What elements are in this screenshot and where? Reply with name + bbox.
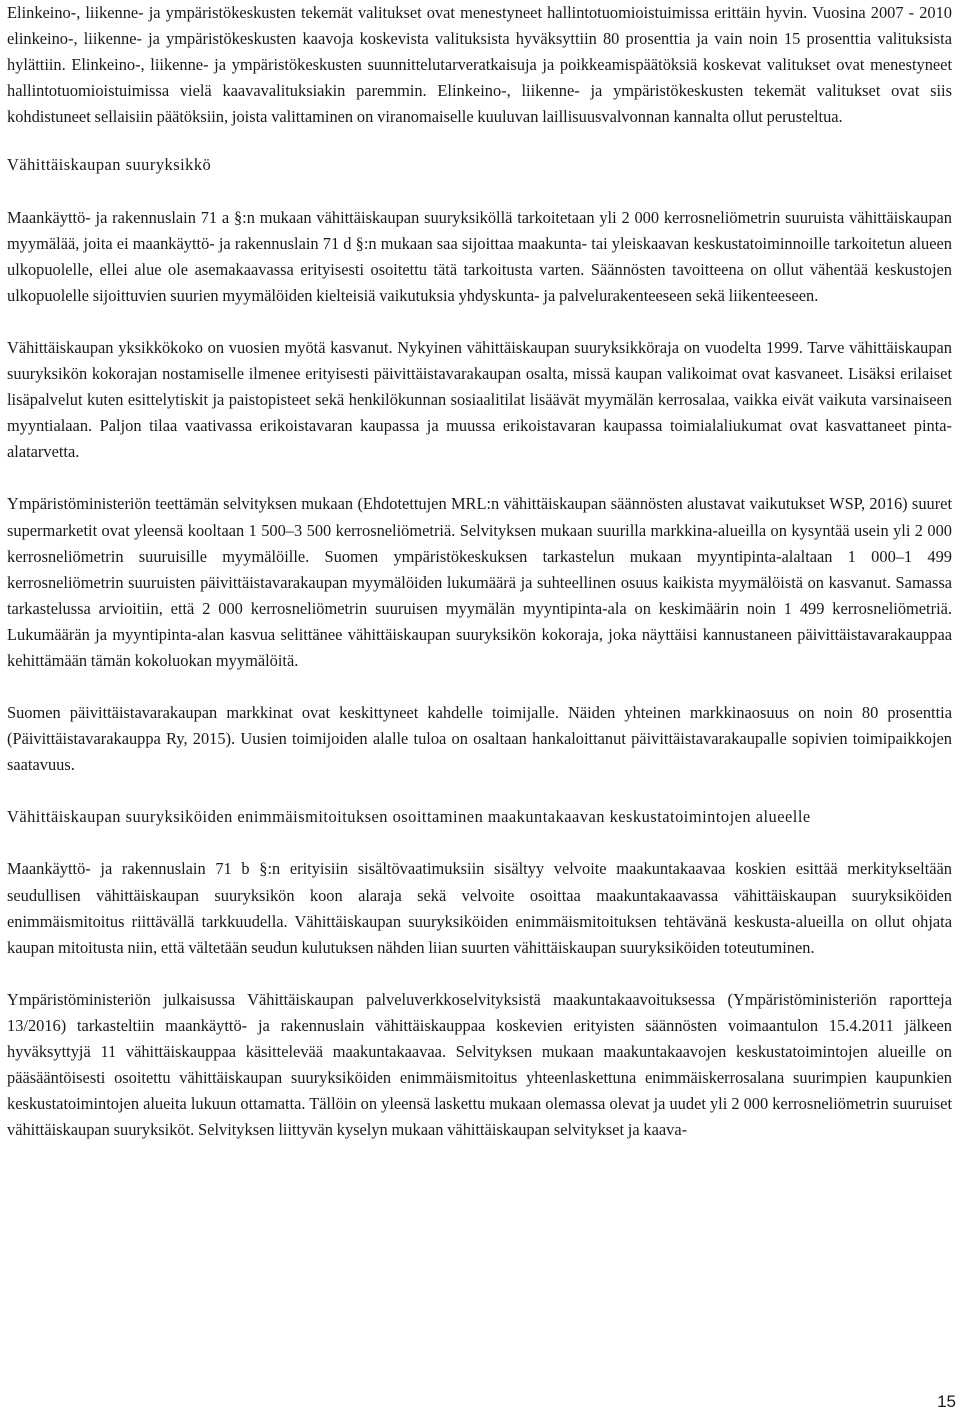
section-heading-large-retail-unit: Vähittäiskaupan suuryksikkö: [7, 155, 212, 175]
paragraph-grocery-market: Suomen päivittäistavarakaupan markkinat ovat keskittyneet kahdelle toimijalle. Näiden yhteinen markkinaosuus on noin 80 prosenttia (Päivittäistavarakauppa Ry, 2015). Uusien toimijoiden alalle tuloa on osaltaan hankaloittanut päivittäistavarakaupalle sopivien toimipaikkojen saatavuus.: [7, 703, 952, 775]
paragraph-ministry-publication: Ympäristöministeriön julkaisussa Vähittäiskaupan palveluverkkoselvityksistä maakuntakaavoituksessa (Ympäristöministeriön raportteja 13/2016) tarkasteltiin maankäyttö- ja rakennuslain vähittäiskauppaa koskevien erityisten säännösten voimaantulon 15.4.2011 jälkeen hyväksyttyjä 11 vähittäiskauppaa käsittelevää maakuntakaavaa. Selvityksen mukaan maakuntakaavojen keskustatoimintojen alueille on pääsääntöisesti osoitettu vähittäiskaupan suuryksiköiden enimmäismitoitus yhteenlaskettuna enimmäiskerrosalana suurimpien kaupunkien keskustatoimintojen alueita lukuun ottamatta. Tällöin on yleensä laskettu mukaan olemassa olevat ja uudet yli 2 000 kerrosneliömetrin suuruiset vähittäiskaupan suuryksiköt. Selvityksen liittyvän kyselyn mukaan vähittäiskaupan selvitykset ja kaava-: [7, 989, 952, 1140]
spacer: [7, 778, 952, 804]
paragraph-ministry-study: Ympäristöministeriön teettämän selvityksen mukaan (Ehdotettujen MRL:n vähittäiskaupan säännösten alustavat vaikutukset WSP, 2016) suuret supermarketit ovat yleensä kooltaan 1 500–3 500 kerrosneliömetriä. Selvityksen mukaan suurilla markkina-alueilla on kysyntää usein yli 2 000 kerrosneliömetrin suuruisille myymälöille. Suomen ympäristökeskuksen tarkastelun mukaan myyntipinta-alaltaan 1 000–1 499 kerrosneliömetrin suuruisten päivittäistavarakaupan myymälöiden lukumäärä ja suhteellinen osuus kaikista myymälöistä on kasvanut. Samassa tarkastelussa arvioitiin, että 2 000 kerrosneliömetrin suuruisen myymälän myyntipinta-ala on keskimäärin noin 1 499 kerrosneliömetriä. Lukumäärän ja myyntipinta-alan kasvua selittänee vähittäiskaupan suuryksikön kokoraja, joka näyttäisi kannustaneen päivittäistavarakauppaa kehittämään tämän kokoluokan myymälöitä.: [7, 494, 952, 670]
spacer: [7, 465, 952, 491]
paragraph-unit-size-growth: Vähittäiskaupan yksikkökoko on vuosien myötä kasvanut. Nykyinen vähittäiskaupan suuryksikköraja on vuodelta 1999. Tarve vähittäiskaupan suuryksikön kokorajan nostamiselle ilmenee erityisesti päivittäistavarakaupan osalta, missä kaupan valikoimat ovat kasvaneet. Lisäksi erilaiset lisäpalvelut kuten esittelytiskit ja paistopisteet sekä henkilökunnan sosiaalitilat lisäävät myymälän kerrosalaa, vaikka eivät vaikuta varsinaiseen myyntialaan. Paljon tilaa vaativassa erikoistavaran kaupassa ja muussa erikoistavaran kaupassa toimialaliukumat ovat kasvattaneet pinta-alatarvetta.: [7, 337, 952, 462]
spacer: [7, 830, 952, 856]
spacer: [7, 309, 952, 335]
section-heading-max-dimensioning: Vähittäiskaupan suuryksiköiden enimmäismitoituksen osoittaminen maakuntakaavan keskustatoimintojen alueelle: [7, 807, 811, 827]
page-number: 15: [937, 1392, 956, 1411]
paragraph-appeals-success: Elinkeino-, liikenne- ja ympäristökeskusten tekemät valitukset ovat menestyneet hallintotuomioistuimissa erittäin hyvin. Vuosina 2007 - 2010 elinkeino-, liikenne- ja ympäristökeskusten kaavoja koskevista valituksista hyväksyttiin 80 prosenttia ja vain noin 15 prosenttia valituksista hylättiin. Elinkeino-, liikenne- ja ympäristökeskusten suunnittelutarveratkaisuja ja poikkeamispäätöksiä koskevat valitukset ovat menestyneet hallintotuomioistuimissa vielä kaavavalituksiakin paremmin. Elinkeino-, liikenne- ja ympäristökeskusten tekemät valitukset ovat siis kohdistuneet sellaisiin päätöksiin, joista valittaminen on viranomaiselle kuuluvan laillisuusvalvonnan kannalta ollut perusteltua.: [7, 3, 952, 127]
spacer: [7, 674, 952, 700]
paragraph-mrl-71b: Maankäyttö- ja rakennuslain 71 b §:n erityisiin sisältövaatimuksiin sisältyy velvoite maakuntakaavaa koskien esittää merkitykseltään seudullisen vähittäiskaupan suuryksikön koon alaraja sekä velvoite osoittaa maakuntakaavassa vähittäiskaupan suuryksiköiden enimmäismitoitus riittävällä tarkkuudella. Vähittäiskaupan suuryksiköiden enimmäismitoituksen tehtävänä keskusta-alueilla on ollut ohjata kaupan mitoitusta niin, että vältetään seudun kulutuksen nähden liian suurten vähittäiskaupan suuryksiköiden toteutuminen.: [7, 859, 952, 957]
spacer: [7, 961, 952, 987]
spacer: [7, 179, 952, 205]
document-page: [7, 0, 952, 1143]
spacer: [7, 130, 952, 152]
paragraph-mrl-71a: Maankäyttö- ja rakennuslain 71 a §:n mukaan vähittäiskaupan suuryksiköllä tarkoitetaan yli 2 000 kerrosneliömetrin suuruista vähittäiskaupan myymälää, joita ei maankäyttö- ja rakennuslain 71 d §:n mukaan saa sijoittaa maakunta- tai yleiskaavan keskustatoiminnoille tarkoitetun alueen ulkopuolelle, ellei alue ole asemakaavassa erityisesti osoitettu tätä tarkoitusta varten. Säännösten tavoitteena on ollut vähentää keskustojen ulkopuolelle sijoittuvien suurien myymälöiden kielteisiä vaikutuksia yhdyskunta- ja palvelurakenteeseen sekä liikenteeseen.: [7, 207, 952, 305]
